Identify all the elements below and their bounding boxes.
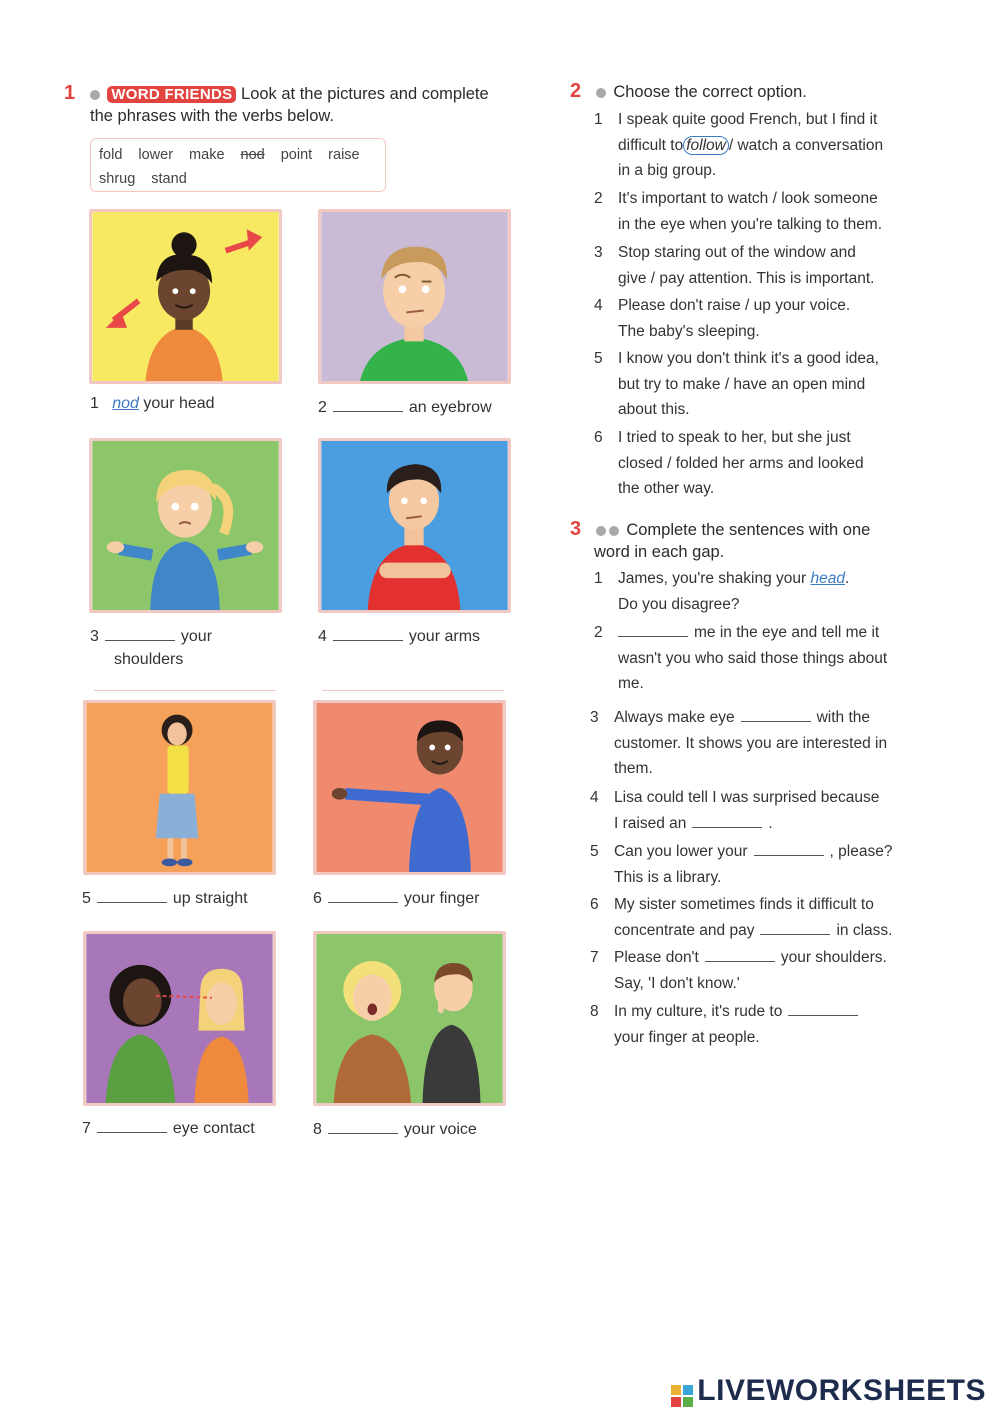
- caption-1: [90, 395, 215, 413]
- ex2-item-3-line2[interactable]: give / pay attention. This is important.: [618, 269, 875, 287]
- ex3-item-8-blank[interactable]: [788, 1001, 858, 1016]
- ex3-item-4-line2b: .: [768, 814, 773, 832]
- difficulty-dot-icon: [609, 526, 619, 536]
- ex2-item-3: [594, 240, 934, 292]
- caption-4-text: your arms: [408, 628, 481, 645]
- divider-right: [322, 690, 504, 691]
- caption-8-number: 8: [313, 1121, 322, 1138]
- word-shrug: shrug: [99, 171, 136, 187]
- ex3-item-3-line1b: with the: [816, 709, 871, 726]
- ex1-instruction-a: Look at the pictures and complete: [241, 85, 489, 103]
- girl-standing-straight-illustration: [86, 703, 273, 872]
- caption-7-number: 7: [82, 1120, 91, 1137]
- boy-folding-arms-illustration: [321, 441, 508, 610]
- ex2-instruction: Choose the correct option.: [613, 83, 807, 101]
- ex3-item-1-line2: Do you disagree?: [618, 595, 740, 613]
- ex3-item-6: [590, 892, 934, 944]
- ex3-item-3-number: 3: [590, 709, 599, 726]
- girl-shrugging-illustration: [92, 441, 279, 610]
- ex3-item-5-line1b: , please?: [829, 843, 893, 860]
- ex3-item-4-number: 4: [590, 789, 599, 806]
- caption-6-number: 6: [313, 890, 322, 907]
- ex3-item-6-line2a: concentrate and pay: [614, 921, 755, 939]
- ex3-item-7-line2: Say, 'I don't know.': [614, 974, 740, 992]
- caption-3-line2: shoulders: [114, 651, 184, 668]
- ex3-item-1-line1a: James, you're shaking your: [618, 570, 807, 587]
- caption-3-number: 3: [90, 628, 99, 645]
- ex2-item-6-line1: I tried to speak to her, but she just: [618, 429, 851, 446]
- caption-3-text: your: [180, 628, 213, 645]
- ex3-item-1-line1b: .: [844, 570, 850, 587]
- ex3-item-7-number: 7: [590, 949, 599, 966]
- ex2-item-5-line3: about this.: [618, 401, 690, 418]
- caption-2-text: an eyebrow: [408, 399, 492, 416]
- ex2-item-3-number: 3: [594, 244, 603, 261]
- caption-6: [313, 888, 480, 908]
- ex3-item-4-blank[interactable]: [692, 813, 762, 828]
- caption-5-blank[interactable]: [97, 888, 167, 903]
- ex3-item-6-blank[interactable]: [760, 920, 830, 935]
- ex2-item-1-line2a: difficult to: [618, 136, 684, 154]
- caption-1-answer: nod: [112, 395, 139, 412]
- ex3-item-2-line3: me.: [618, 675, 644, 692]
- caption-4-blank[interactable]: [333, 626, 403, 641]
- word-lower: lower: [138, 147, 174, 163]
- picture-shrug-shoulders: [89, 438, 282, 613]
- ex3-item-2-number: 2: [594, 624, 603, 641]
- ex2-item-3-line1: Stop staring out of the window and: [618, 244, 856, 261]
- ex3-item-2-blank[interactable]: [618, 622, 688, 637]
- ex3-item-4-line1: Lisa could tell I was surprised because: [614, 789, 880, 806]
- word-make: make: [189, 147, 225, 163]
- caption-2-blank[interactable]: [333, 397, 403, 412]
- ex3-item-5-blank[interactable]: [754, 841, 824, 856]
- boys-lower-voice-illustration: [316, 934, 503, 1103]
- ex3-item-3: [590, 705, 934, 783]
- ex3-item-7-blank[interactable]: [705, 947, 775, 962]
- caption-7: [82, 1118, 255, 1138]
- picture-eye-contact: [83, 931, 276, 1106]
- word-box: [90, 138, 386, 192]
- caption-2-number: 2: [318, 399, 327, 416]
- ex3-item-8-line2: your finger at people.: [614, 1028, 760, 1046]
- ex3-item-2: [594, 620, 934, 698]
- boy-raising-eyebrow-illustration: [321, 212, 508, 381]
- difficulty-dot-icon: [596, 88, 606, 98]
- ex3-header: [570, 518, 870, 542]
- caption-3-blank[interactable]: [105, 626, 175, 641]
- caption-7-blank[interactable]: [97, 1118, 167, 1133]
- ex2-item-6: [594, 425, 934, 503]
- girls-eye-contact-illustration: [86, 934, 273, 1103]
- picture-point-finger: [313, 700, 506, 875]
- caption-8-text: your voice: [403, 1121, 477, 1138]
- liveworksheets-logo: [671, 1374, 986, 1408]
- ex2-item-1-line2b: / watch a conversation: [728, 136, 884, 154]
- ex2-item-2-line1[interactable]: It's important to watch / look someone: [618, 190, 878, 207]
- ex2-number: 2: [570, 80, 582, 102]
- ex2-item-5: [594, 346, 934, 424]
- ex2-item-1-line3: in a big group.: [618, 162, 717, 179]
- ex3-item-4: [590, 785, 934, 837]
- divider-left: [94, 690, 276, 691]
- ex3-item-7: [590, 945, 934, 997]
- ex3-item-7-line1a: Please don't: [614, 949, 699, 966]
- ex3-item-2-line2: wasn't you who said those things about: [618, 649, 888, 667]
- logo-grid-icon: [671, 1381, 693, 1403]
- ex2-item-2: [594, 186, 934, 238]
- word-point: point: [280, 147, 313, 163]
- ex3-item-4-line2a: I raised an: [614, 814, 687, 832]
- picture-raise-eyebrow: [318, 209, 511, 384]
- ex2-item-2-number: 2: [594, 190, 603, 207]
- ex3-item-8-line1a: In my culture, it's rude to: [614, 1003, 783, 1020]
- ex3-number: 3: [570, 518, 582, 540]
- ex3-item-1-number: 1: [594, 570, 603, 587]
- ex2-item-2-line2: in the eye when you're talking to them.: [618, 215, 883, 233]
- ex2-header: [570, 80, 807, 104]
- ex3-item-1: [594, 566, 934, 618]
- ex3-item-8: [590, 999, 934, 1051]
- picture-nod-head: [89, 209, 282, 384]
- ex2-item-6-line3: the other way.: [618, 480, 715, 497]
- ex3-item-7-line1b: your shoulders.: [780, 949, 887, 966]
- ex2-item-4-line1[interactable]: Please don't raise / up your voice.: [618, 297, 851, 314]
- ex2-item-5-line1: I know you don't think it's a good idea,: [618, 350, 879, 367]
- ex3-item-3-blank[interactable]: [741, 707, 811, 722]
- ex2-item-1-number: 1: [594, 111, 603, 128]
- caption-5-number: 5: [82, 890, 91, 907]
- ex2-item-4-line2: The baby's sleeping.: [618, 322, 760, 340]
- ex2-item-1-selected-option[interactable]: follow: [683, 136, 729, 155]
- caption-4-number: 4: [318, 628, 327, 645]
- caption-8: [313, 1119, 477, 1139]
- ex3-item-3-line3: them.: [614, 760, 653, 777]
- caption-7-text: eye contact: [172, 1120, 255, 1137]
- difficulty-dot-icon: [596, 526, 606, 536]
- ex3-item-6-line1: My sister sometimes finds it difficult to: [614, 896, 874, 913]
- ex3-item-3-line1a: Always make eye: [614, 709, 735, 726]
- ex2-item-5-line2[interactable]: but try to make / have an open mind: [618, 375, 866, 393]
- caption-1-number: 1: [90, 395, 99, 412]
- word-nod: nod: [240, 147, 265, 163]
- picture-lower-voice: [313, 931, 506, 1106]
- difficulty-dot-icon: [90, 90, 100, 100]
- ex3-instruction-a: Complete the sentences with one: [626, 521, 871, 539]
- ex3-item-5-line2: This is a library.: [614, 868, 722, 886]
- word-fold: fold: [99, 147, 123, 163]
- ex1-header: [64, 82, 534, 106]
- ex3-item-2-line1b: me in the eye and tell me it: [694, 624, 880, 641]
- caption-1-text: your head: [143, 395, 215, 412]
- ex1-number: 1: [64, 82, 76, 104]
- caption-4: [318, 626, 480, 646]
- ex3-item-5: [590, 839, 934, 891]
- ex3-item-6-number: 6: [590, 896, 599, 913]
- caption-6-text: your finger: [403, 890, 480, 907]
- ex2-item-6-number: 6: [594, 429, 603, 446]
- word-friends-badge: WORD FRIENDS: [107, 86, 236, 103]
- girl-nodding-illustration: [92, 212, 279, 381]
- picture-stand-straight: [83, 700, 276, 875]
- caption-8-blank[interactable]: [328, 1119, 398, 1134]
- picture-fold-arms: [318, 438, 511, 613]
- ex2-item-4-number: 4: [594, 297, 603, 314]
- caption-6-blank[interactable]: [328, 888, 398, 903]
- word-stand: stand: [151, 171, 187, 187]
- ex3-item-5-number: 5: [590, 843, 599, 860]
- ex3-item-5-line1a: Can you lower your: [614, 843, 748, 860]
- ex2-item-5-number: 5: [594, 350, 603, 367]
- ex2-item-1: [594, 107, 934, 185]
- word-raise: raise: [328, 147, 360, 163]
- caption-2: [318, 397, 492, 417]
- ex3-instruction-b: word in each gap.: [594, 543, 725, 561]
- ex3-item-3-line2: customer. It shows you are interested in: [614, 734, 888, 752]
- ex3-item-1-answer: head: [810, 570, 845, 587]
- ex2-item-6-line2[interactable]: closed / folded her arms and looked: [618, 454, 864, 472]
- caption-5-text: up straight: [172, 890, 248, 907]
- boy-pointing-illustration: [316, 703, 503, 872]
- ex3-item-6-line2b: in class.: [836, 921, 893, 939]
- ex1-instruction-b: the phrases with the verbs below.: [90, 107, 334, 125]
- caption-5: [82, 888, 248, 908]
- ex2-item-4: [594, 293, 934, 345]
- ex2-item-1-line1: I speak quite good French, but I find it: [618, 111, 878, 128]
- logo-text: LIVEWORKSHEETS: [697, 1374, 986, 1407]
- caption-3: [90, 626, 212, 646]
- ex3-item-8-number: 8: [590, 1003, 599, 1020]
